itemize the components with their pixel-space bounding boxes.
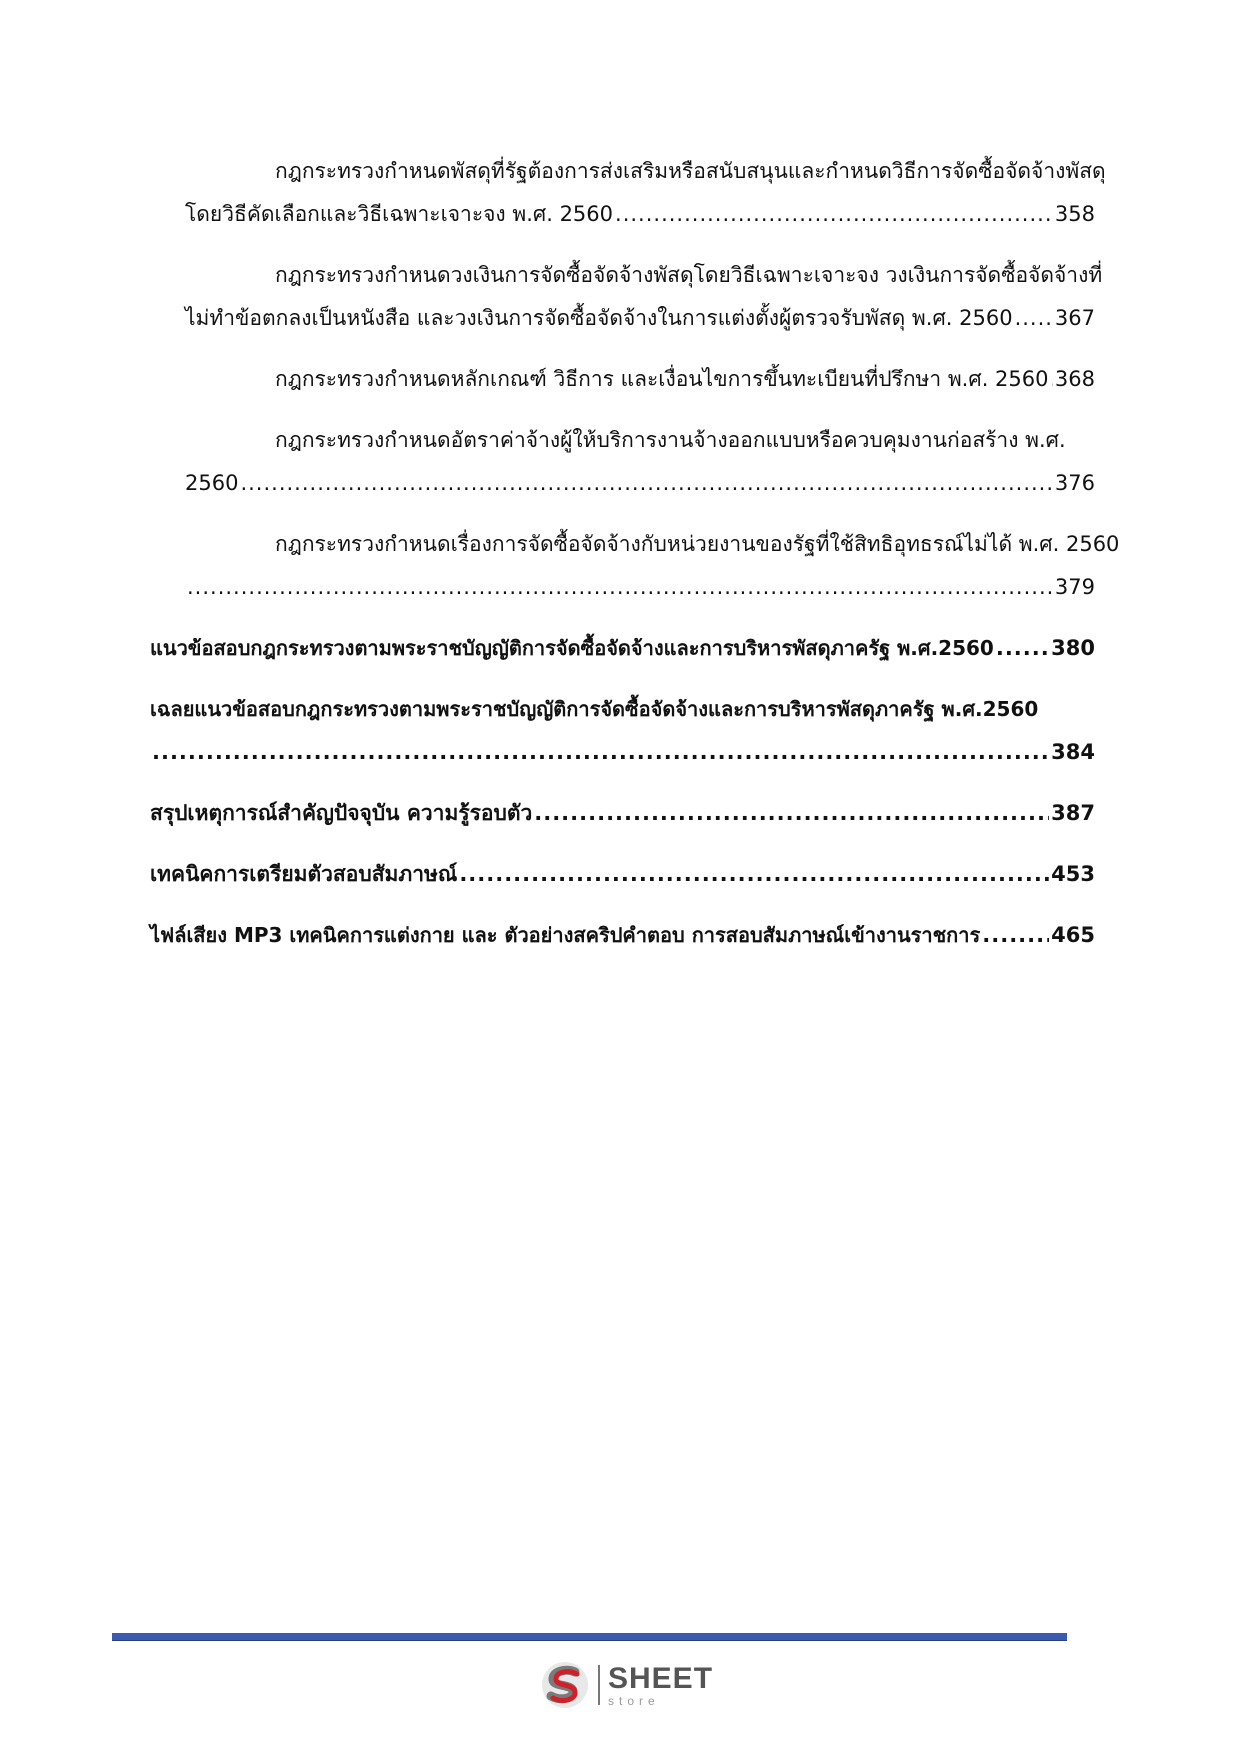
- toc-entry-ministerial-regulation-budget-limits: [185, 254, 1103, 340]
- toc-entry-interview-preparation: [150, 853, 1095, 896]
- toc-entry-title: กฎกระทรวงกำหนดหลักเกณฑ์ วิธีการ และเงื่อนไขการขึ้นทะเบียนที่ปรึกษา พ.ศ. 2560: [275, 367, 1049, 391]
- toc-entry-title-cont: โดยวิธีคัดเลือกและวิธีเฉพาะเจาะจง พ.ศ. 2560: [185, 202, 614, 226]
- toc-entry-title-cont: ไม่ทำข้อตกลงเป็นหนังสือ และวงเงินการจัดซื้อจัดจ้างในการแต่งตั้งผู้ตรวจรับพัสดุ พ.ศ. 2560: [185, 306, 1013, 330]
- table-of-contents: [150, 150, 1120, 957]
- toc-entry-title: กฎกระทรวงกำหนดอัตราค่าจ้างผู้ให้บริการงานจ้างออกแบบหรือควบคุมงานก่อสร้าง พ.ศ.: [275, 428, 1066, 452]
- toc-entry-mp3-interview: [150, 914, 1095, 957]
- dot-leader: [996, 627, 1049, 670]
- toc-entry-ministerial-regulation-consultant-registration: [185, 358, 1095, 401]
- toc-entry-ministerial-regulation-no-appeal: [185, 523, 1120, 609]
- toc-entry-title-cont: 2560: [185, 471, 239, 495]
- dot-leader: [982, 914, 1049, 957]
- logo-divider: [598, 1665, 600, 1705]
- toc-page-number: 380: [1051, 636, 1095, 660]
- logo-wordmark: SHEET: [608, 1661, 714, 1695]
- toc-entry-title: เฉลยแนวข้อสอบกฎกระทรวงตามพระราชบัญญัติการจัดซื้อจัดจ้างและการบริหารพัสดุภาครัฐ พ.ศ.2560: [150, 697, 1039, 721]
- toc-entry-ministerial-regulation-design-fees: [185, 419, 1095, 505]
- dot-leader: [240, 462, 1052, 505]
- toc-page-number: 465: [1051, 923, 1095, 947]
- dot-leader: [187, 566, 1053, 609]
- toc-page-number: 358: [1054, 202, 1095, 226]
- toc-entry-title: ไฟล์เสียง MP3 เทคนิคการแต่งกาย และ ตัวอย่างสคริปคำตอบ การสอบสัมภาษณ์เข้างานราชการ: [150, 923, 981, 947]
- toc-entry-current-events: [150, 792, 1095, 835]
- dot-leader: [152, 731, 1049, 774]
- toc-page-number: 379: [1054, 575, 1095, 599]
- toc-entry-title: เทคนิคการเตรียมตัวสอบสัมภาษณ์: [150, 862, 458, 886]
- dot-leader: [1015, 297, 1053, 340]
- dot-leader: [1050, 358, 1052, 401]
- toc-entry-practice-exam-answers: [150, 688, 1095, 774]
- toc-page-number: 367: [1054, 306, 1095, 330]
- logo-subtext: store: [608, 1693, 660, 1708]
- footer-rule: [112, 1633, 1067, 1641]
- sheet-store-logo-icon: [540, 1660, 590, 1710]
- toc-entry-practice-exam: [150, 627, 1095, 670]
- toc-entry-ministerial-regulation-promoted-supplies: [185, 150, 1106, 236]
- toc-page-number: 387: [1051, 801, 1095, 825]
- toc-entry-title: กฎกระทรวงกำหนดเรื่องการจัดซื้อจัดจ้างกับหน่วยงานของรัฐที่ใช้สิทธิอุทธรณ์ไม่ได้ พ.ศ. 2560: [275, 532, 1120, 556]
- toc-page-number: 384: [1051, 740, 1095, 764]
- toc-page-number: 376: [1054, 471, 1095, 495]
- toc-entry-title: กฎกระทรวงกำหนดวงเงินการจัดซื้อจัดจ้างพัสดุโดยวิธีเฉพาะเจาะจง วงเงินการจัดซื้อจัดจ้างที่: [275, 263, 1103, 287]
- toc-entry-title: สรุปเหตุการณ์สำคัญปัจจุบัน ความรู้รอบตัว: [150, 801, 533, 825]
- toc-page-number: 368: [1054, 367, 1095, 391]
- sheet-store-logo: [540, 1658, 713, 1712]
- dot-leader: [615, 193, 1053, 236]
- toc-page-number: 453: [1051, 862, 1095, 886]
- toc-entry-title: แนวข้อสอบกฎกระทรวงตามพระราชบัญญัติการจัดซื้อจัดจ้างและการบริหารพัสดุภาครัฐ พ.ศ.2560: [150, 636, 994, 660]
- dot-leader: [534, 792, 1049, 835]
- dot-leader: [459, 853, 1049, 896]
- toc-entry-title: กฎกระทรวงกำหนดพัสดุที่รัฐต้องการส่งเสริมหรือสนับสนุนและกำหนดวิธีการจัดซื้อจัดจ้างพัสดุ: [275, 159, 1106, 183]
